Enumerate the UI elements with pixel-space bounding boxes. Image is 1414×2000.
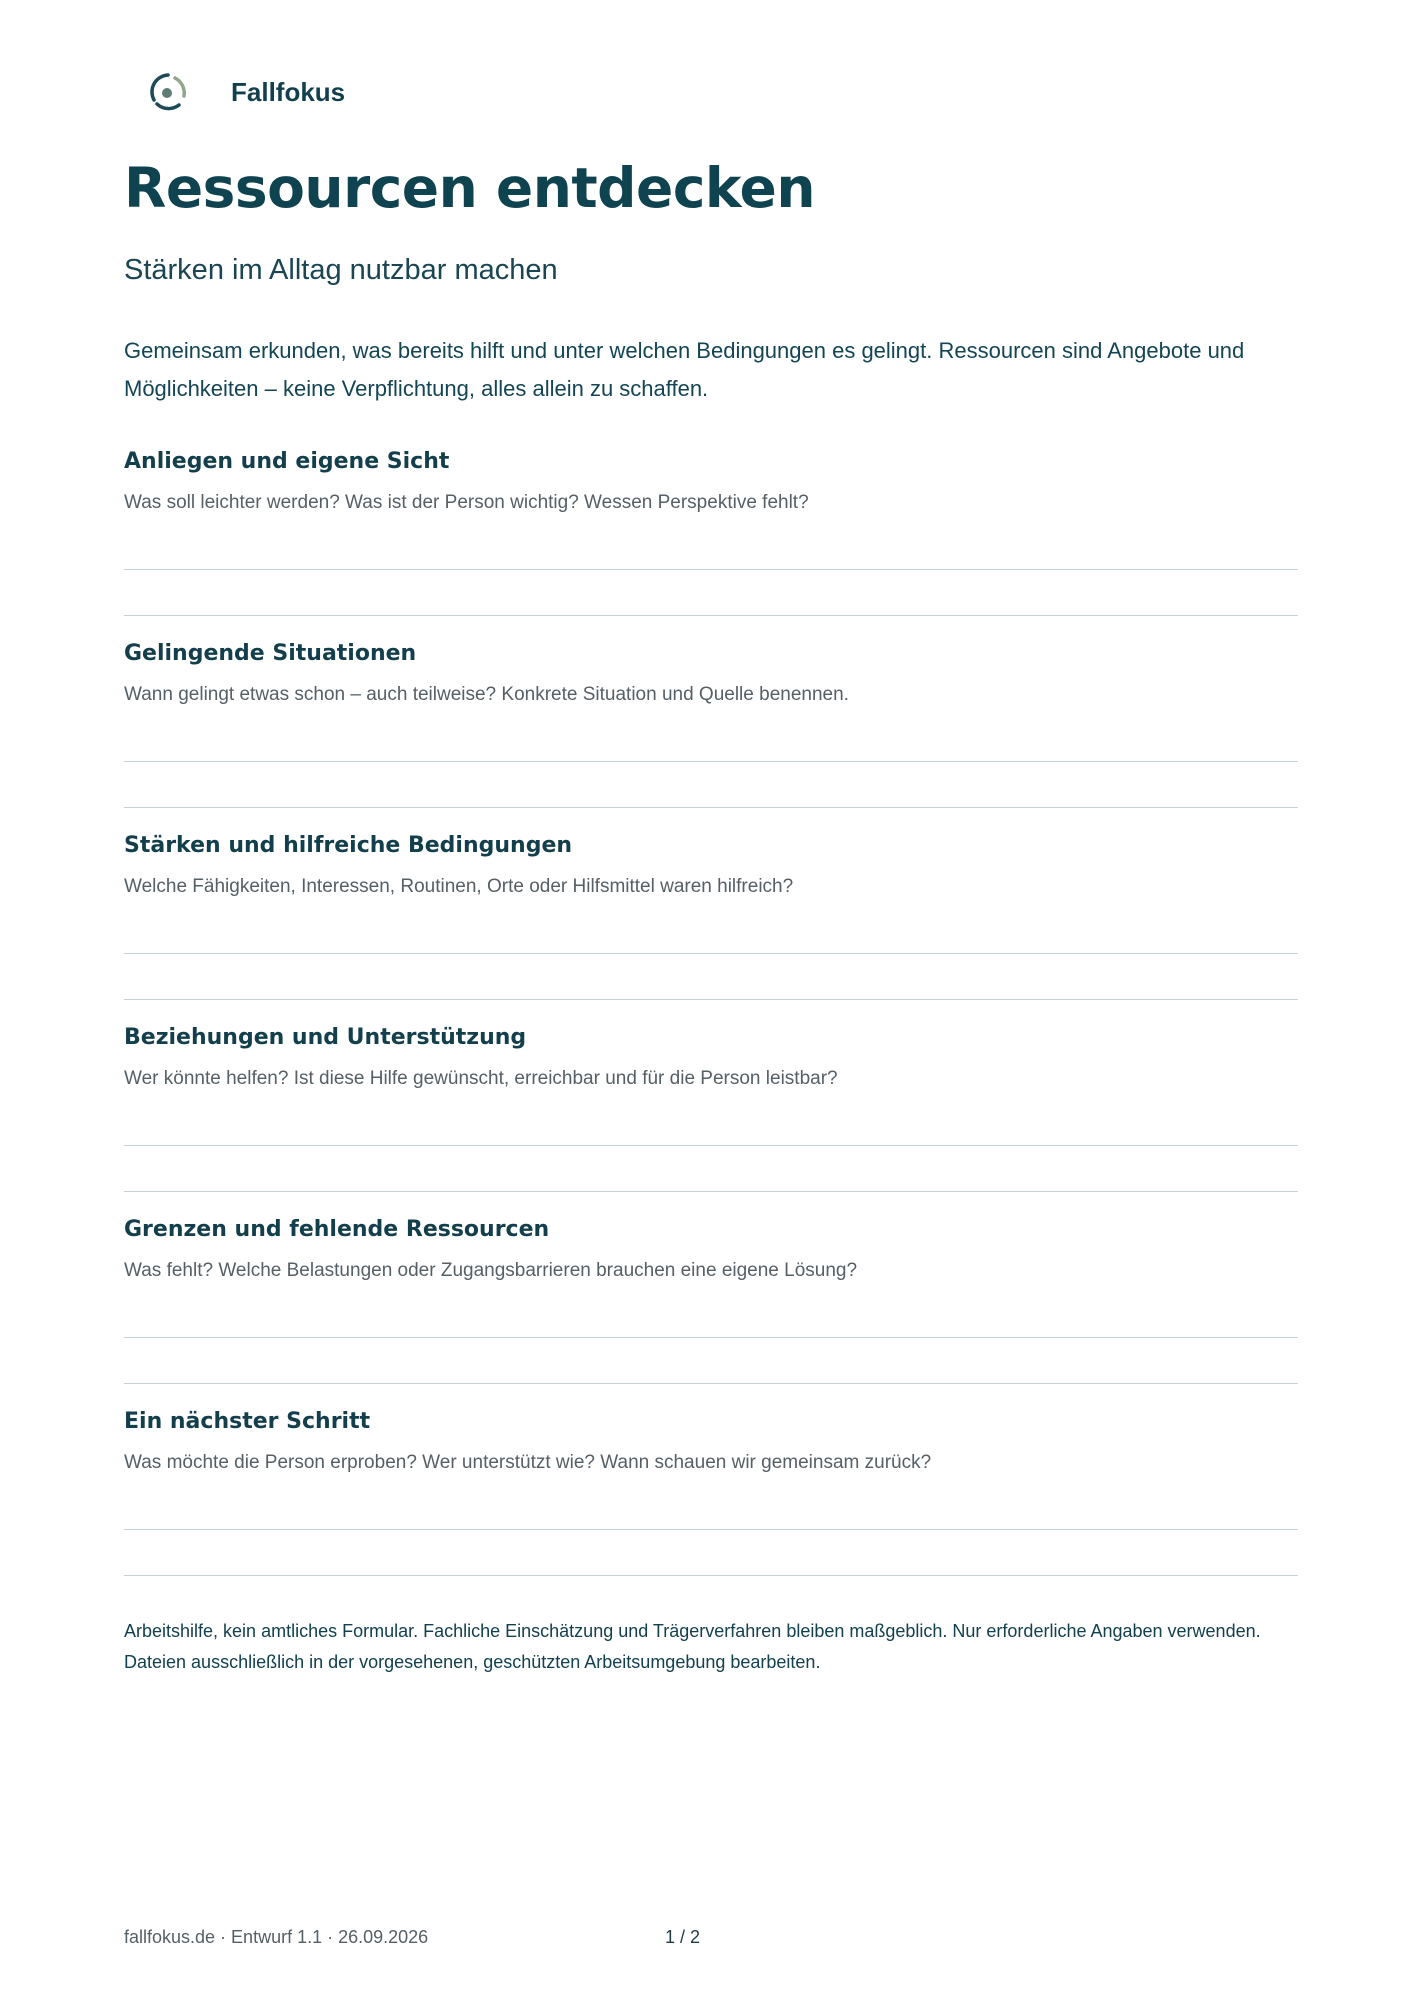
answer-line[interactable] <box>124 761 1298 762</box>
section-beziehungen <box>124 1021 1298 1207</box>
section-anliegen <box>124 445 1298 631</box>
section-gelingende-situationen <box>124 637 1298 823</box>
section-heading: Beziehungen und Unterstützung <box>124 1025 527 1050</box>
section-prompt: Was soll leichter werden? Was ist der Person wichtig? Wessen Perspektive fehlt? <box>124 492 809 513</box>
answer-line[interactable] <box>124 1145 1298 1146</box>
section-staerken <box>124 829 1298 1015</box>
brand-header <box>146 70 346 114</box>
page-subtitle: Stärken im Alltag nutzbar machen <box>124 254 558 286</box>
answer-line[interactable] <box>124 953 1298 954</box>
section-prompt: Wann gelingt etwas schon – auch teilweise? Konkrete Situation und Quelle benennen. <box>124 684 849 705</box>
disclaimer-footnote: Arbeitshilfe, kein amtliches Formular. Fachliche Einschätzung und Trägerverfahren bleiben maßgeblich. Nur erforderliche Angaben verwenden. Dateien ausschließlich in der vorgesehenen, geschützten Arbeitsumgebung bearbeiten. <box>124 1621 1261 1672</box>
section-divider <box>124 1191 1298 1192</box>
section-heading: Grenzen und fehlende Ressourcen <box>124 1217 550 1242</box>
section-prompt: Wer könnte helfen? Ist diese Hilfe gewünscht, erreichbar und für die Person leistbar? <box>124 1068 838 1089</box>
section-divider <box>124 807 1298 808</box>
section-heading: Gelingende Situationen <box>124 641 417 666</box>
section-heading: Ein nächster Schritt <box>124 1409 371 1434</box>
intro-text: Gemeinsam erkunden, was bereits hilft und unter welchen Bedingungen es gelingt. Ressourcen sind Angebote und Möglichkeiten – keine Verpflichtung, alles allein zu schaffen. <box>124 338 1245 401</box>
section-grenzen <box>124 1213 1298 1399</box>
footer-meta: fallfokus.de · Entwurf 1.1 · 26.09.2026 <box>124 1927 429 1947</box>
section-divider <box>124 1575 1298 1576</box>
section-heading: Anliegen und eigene Sicht <box>124 449 450 474</box>
section-divider <box>124 1383 1298 1384</box>
section-divider <box>124 615 1298 616</box>
section-prompt: Was möchte die Person erproben? Wer unterstützt wie? Wann schauen wir gemeinsam zurück? <box>124 1452 932 1473</box>
section-divider <box>124 999 1298 1000</box>
section-prompt: Welche Fähigkeiten, Interessen, Routinen, Orte oder Hilfsmittel waren hilfreich? <box>124 876 794 897</box>
brand-name: Fallfokus <box>231 77 346 107</box>
answer-line[interactable] <box>124 1529 1298 1530</box>
page-number: 1 / 2 <box>665 1927 701 1947</box>
answer-line[interactable] <box>124 569 1298 570</box>
section-heading: Stärken und hilfreiche Bedingungen <box>124 833 573 858</box>
fallfokus-logo-icon <box>146 70 190 114</box>
section-prompt: Was fehlt? Welche Belastungen oder Zugangsbarrieren brauchen eine eigene Lösung? <box>124 1260 858 1281</box>
page-title: Ressourcen entdecken <box>124 156 815 220</box>
section-naechster-schritt <box>124 1405 1298 1591</box>
answer-line[interactable] <box>124 1337 1298 1338</box>
